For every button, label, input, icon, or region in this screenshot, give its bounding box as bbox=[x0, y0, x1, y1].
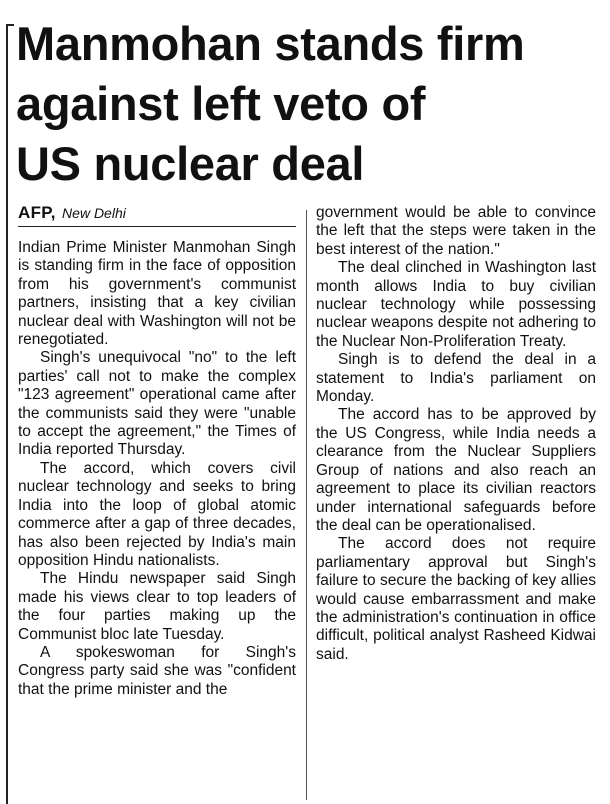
paragraph: The accord, which covers civil nuclear technology and seeks to bring India into the loop of global atomic commerce after a gap of three decades, has also been rejected by India's main opposition Hindu nationalists. bbox=[18, 459, 296, 569]
paragraph-continued: government would be able to convince the left that the steps were taken in the best interest of the nation." bbox=[316, 204, 596, 258]
headline-line-3: US nuclear deal bbox=[16, 137, 365, 190]
paragraph: A spokeswoman for Singh's Congress party said she was "confident that the prime minister and the bbox=[18, 643, 296, 698]
column-divider bbox=[306, 210, 307, 800]
paragraph: The Hindu newspaper said Singh made his views clear to top leaders of the four parties making up the Communist bloc late Tuesday. bbox=[18, 570, 296, 643]
paragraph: The deal clinched in Washington last month allows India to buy civilian nuclear technology while possessing nuclear weapons despite not adhering to the Nuclear Non-Proliferation Treaty. bbox=[316, 259, 596, 350]
paragraph: Singh's unequivocal "no" to the left parties' call not to make the complex "123 agreement" operational came after the communists said they were "unable to accept the agreement," the Times of India reported Thursday. bbox=[18, 349, 296, 459]
paragraph: Indian Prime Minister Manmohan Singh is standing firm in the face of opposition from his government's communist partners, insisting that a key civilian nuclear deal with Washington will not be renegotiated. bbox=[18, 239, 296, 349]
dateline-place: New Delhi bbox=[62, 205, 126, 221]
headline bbox=[16, 14, 606, 194]
paragraph: The accord has to be approved by the US Congress, while India needs a clearance from the Nuclear Suppliers Group of nations and also reach an agreement to place its civilian reactors under international safeguards before the deal can be operationalised. bbox=[316, 406, 596, 534]
article-column-right bbox=[316, 204, 596, 664]
headline-line-1: Manmohan stands firm bbox=[16, 17, 525, 70]
article-column-left bbox=[18, 202, 296, 699]
headline-line-2: against left veto of bbox=[16, 77, 426, 130]
paragraph: The accord does not require parliamentary approval but Singh's failure to secure the backing of key allies would cause embarrassment and make the administration's continuation in office difficult, political analyst Rasheed Kidwai said. bbox=[316, 535, 596, 663]
top-border-tick bbox=[6, 24, 14, 26]
left-border-rule bbox=[6, 24, 8, 804]
dateline bbox=[18, 202, 296, 227]
dateline-agency: AFP, bbox=[18, 203, 56, 222]
paragraph: Singh is to defend the deal in a statement to India's parliament on Monday. bbox=[316, 351, 596, 406]
